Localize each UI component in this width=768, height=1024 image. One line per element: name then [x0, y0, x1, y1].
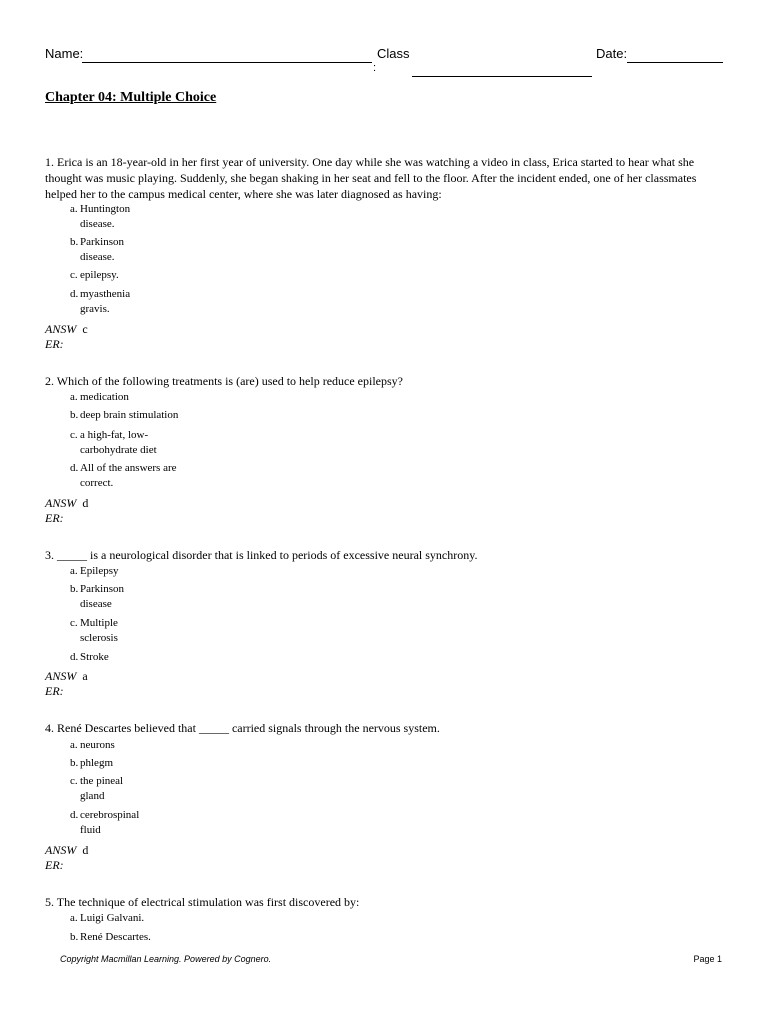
option-letter: b.: [70, 931, 79, 943]
answer-label: ANSW: [45, 322, 77, 336]
question-2-option-a[interactable]: [70, 390, 129, 405]
question-1-option-c[interactable]: [70, 268, 119, 283]
answer-label-continued: ER:: [45, 858, 64, 872]
class-field-line[interactable]: [412, 76, 592, 77]
option-text: a high-fat, low-carbohydrate diet: [80, 429, 157, 456]
chapter-title: Chapter 04: Multiple Choice: [45, 90, 217, 105]
question-4-option-a[interactable]: [70, 738, 115, 753]
option-text: Huntington disease.: [80, 203, 131, 230]
answer-value: a: [82, 669, 88, 683]
footer-page-number: Page 1: [693, 954, 722, 964]
option-letter: d.: [70, 462, 79, 474]
footer-copyright: Copyright Macmillan Learning. Powered by Cognero.: [60, 954, 272, 964]
option-text: Multiple sclerosis: [80, 617, 118, 644]
question-3-option-a[interactable]: [70, 564, 119, 579]
option-text: the pineal gland: [80, 775, 124, 802]
question-3: 3. _____ is a neurological disorder that is linked to periods of excessive neural synchrony.: [45, 548, 478, 562]
option-letter: c.: [70, 775, 78, 787]
question-1-option-d[interactable]: [70, 287, 152, 317]
question-4-answer: [45, 842, 88, 858]
answer-value: c: [82, 322, 88, 336]
answer-label-continued: ER:: [45, 684, 64, 698]
answer-label-continued: ER:: [45, 511, 64, 525]
question-3-option-c[interactable]: [70, 616, 138, 646]
option-text: All of the answers are correct.: [80, 462, 177, 489]
option-text: Epilepsy: [80, 565, 119, 577]
option-letter: d.: [70, 288, 79, 300]
option-letter: a.: [70, 203, 78, 215]
option-text: cerebrospinal fluid: [80, 809, 140, 836]
option-text: René Descartes.: [80, 931, 151, 943]
answer-value: d: [82, 843, 89, 857]
option-text: myasthenia gravis.: [80, 288, 131, 315]
option-letter: b.: [70, 757, 79, 769]
question-4-option-d[interactable]: [70, 808, 158, 838]
option-letter: d.: [70, 651, 79, 663]
class-label: Class: [377, 46, 410, 61]
question-2-answer: [45, 495, 88, 511]
option-letter: b.: [70, 409, 79, 421]
option-letter: c.: [70, 429, 78, 441]
question-5-option-b[interactable]: [70, 930, 151, 945]
option-letter: c.: [70, 269, 78, 281]
option-letter: a.: [70, 391, 78, 403]
option-letter: a.: [70, 739, 78, 751]
option-text: Parkinson disease.: [80, 236, 124, 263]
question-4: 4. René Descartes believed that _____ carried signals through the nervous system.: [45, 721, 440, 735]
question-4-option-b[interactable]: [70, 756, 113, 771]
option-letter: a.: [70, 912, 78, 924]
option-text: medication: [80, 391, 129, 403]
option-letter: c.: [70, 617, 78, 629]
option-text: Parkinson disease: [80, 583, 124, 610]
option-letter: b.: [70, 236, 79, 248]
name-field-line[interactable]: [82, 62, 372, 63]
question-2-option-b[interactable]: [70, 408, 178, 423]
answer-label-continued: ER:: [45, 337, 64, 351]
option-letter: d.: [70, 809, 79, 821]
question-1-option-b[interactable]: [70, 235, 152, 265]
answer-label: ANSW: [45, 843, 77, 857]
question-3-answer: [45, 668, 88, 684]
option-letter: a.: [70, 565, 78, 577]
option-text: phlegm: [80, 757, 113, 769]
date-field-line[interactable]: [627, 62, 723, 63]
question-2-option-d[interactable]: [70, 461, 205, 491]
question-4-option-c[interactable]: [70, 774, 138, 804]
date-label: Date:: [596, 46, 628, 61]
question-5-option-a[interactable]: [70, 911, 144, 926]
question-2: 2. Which of the following treatments is (are) used to help reduce epilepsy?: [45, 374, 403, 388]
option-text: neurons: [80, 739, 115, 751]
answer-label: ANSW: [45, 496, 77, 510]
answer-label: ANSW: [45, 669, 77, 683]
question-2-option-c[interactable]: [70, 428, 180, 458]
name-label: Name:: [45, 46, 84, 61]
question-5: 5. The technique of electrical stimulation was first discovered by:: [45, 895, 360, 909]
question-1-option-a[interactable]: [70, 202, 152, 232]
option-letter: b.: [70, 583, 79, 595]
class-colon: :: [373, 62, 377, 74]
option-text: deep brain stimulation: [80, 409, 179, 421]
question-1-answer: [45, 321, 88, 337]
question-1: 1. Erica is an 18-year-old in her first year of university. One day while she was watching a video in class, Erica started to hear what she thought was music playing. Suddenly, she began shaking in her seat and fell to the floor. After the incident ended, one of her classmates helped her to the campus medical center, where she was later diagnosed as having:: [45, 155, 697, 201]
question-3-option-d[interactable]: [70, 650, 109, 665]
answer-value: d: [82, 496, 89, 510]
option-text: Luigi Galvani.: [80, 912, 145, 924]
option-text: epilepsy.: [80, 269, 119, 281]
question-3-option-b[interactable]: [70, 582, 142, 612]
option-text: Stroke: [80, 651, 109, 663]
